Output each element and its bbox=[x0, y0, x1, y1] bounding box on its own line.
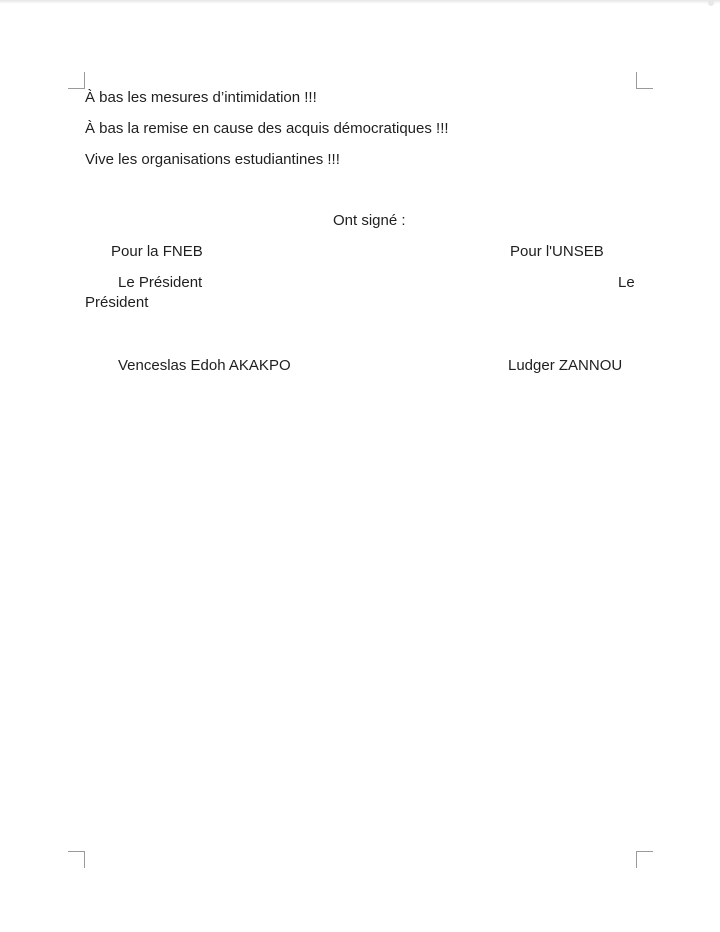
slogan-line: À bas la remise en cause des acquis démocratiques !!! bbox=[85, 120, 449, 137]
signatory-right-name: Ludger ZANNOU bbox=[508, 357, 623, 374]
margin-mark-top-right bbox=[636, 72, 653, 89]
signatory-right-role: Le bbox=[618, 274, 635, 291]
page-corner bbox=[708, 0, 714, 6]
margin-mark-top-left bbox=[68, 72, 85, 89]
signatures-heading: Ont signé : bbox=[333, 212, 406, 229]
signatory-left-role: Le Président bbox=[118, 274, 203, 291]
signatory-right-role-continued: Président bbox=[85, 294, 149, 311]
signatory-left-organization: Pour la FNEB bbox=[111, 243, 203, 260]
signatory-left-name: Venceslas Edoh AKAKPO bbox=[118, 357, 291, 374]
signatory-right-organization: Pour l'UNSEB bbox=[510, 243, 604, 260]
slogan-line: Vive les organisations estudiantines !!! bbox=[85, 151, 340, 168]
margin-mark-bottom-right bbox=[636, 851, 653, 868]
slogan-line: À bas les mesures d’intimidation !!! bbox=[85, 89, 317, 106]
page-top-edge bbox=[0, 0, 720, 4]
margin-mark-bottom-left bbox=[68, 851, 85, 868]
